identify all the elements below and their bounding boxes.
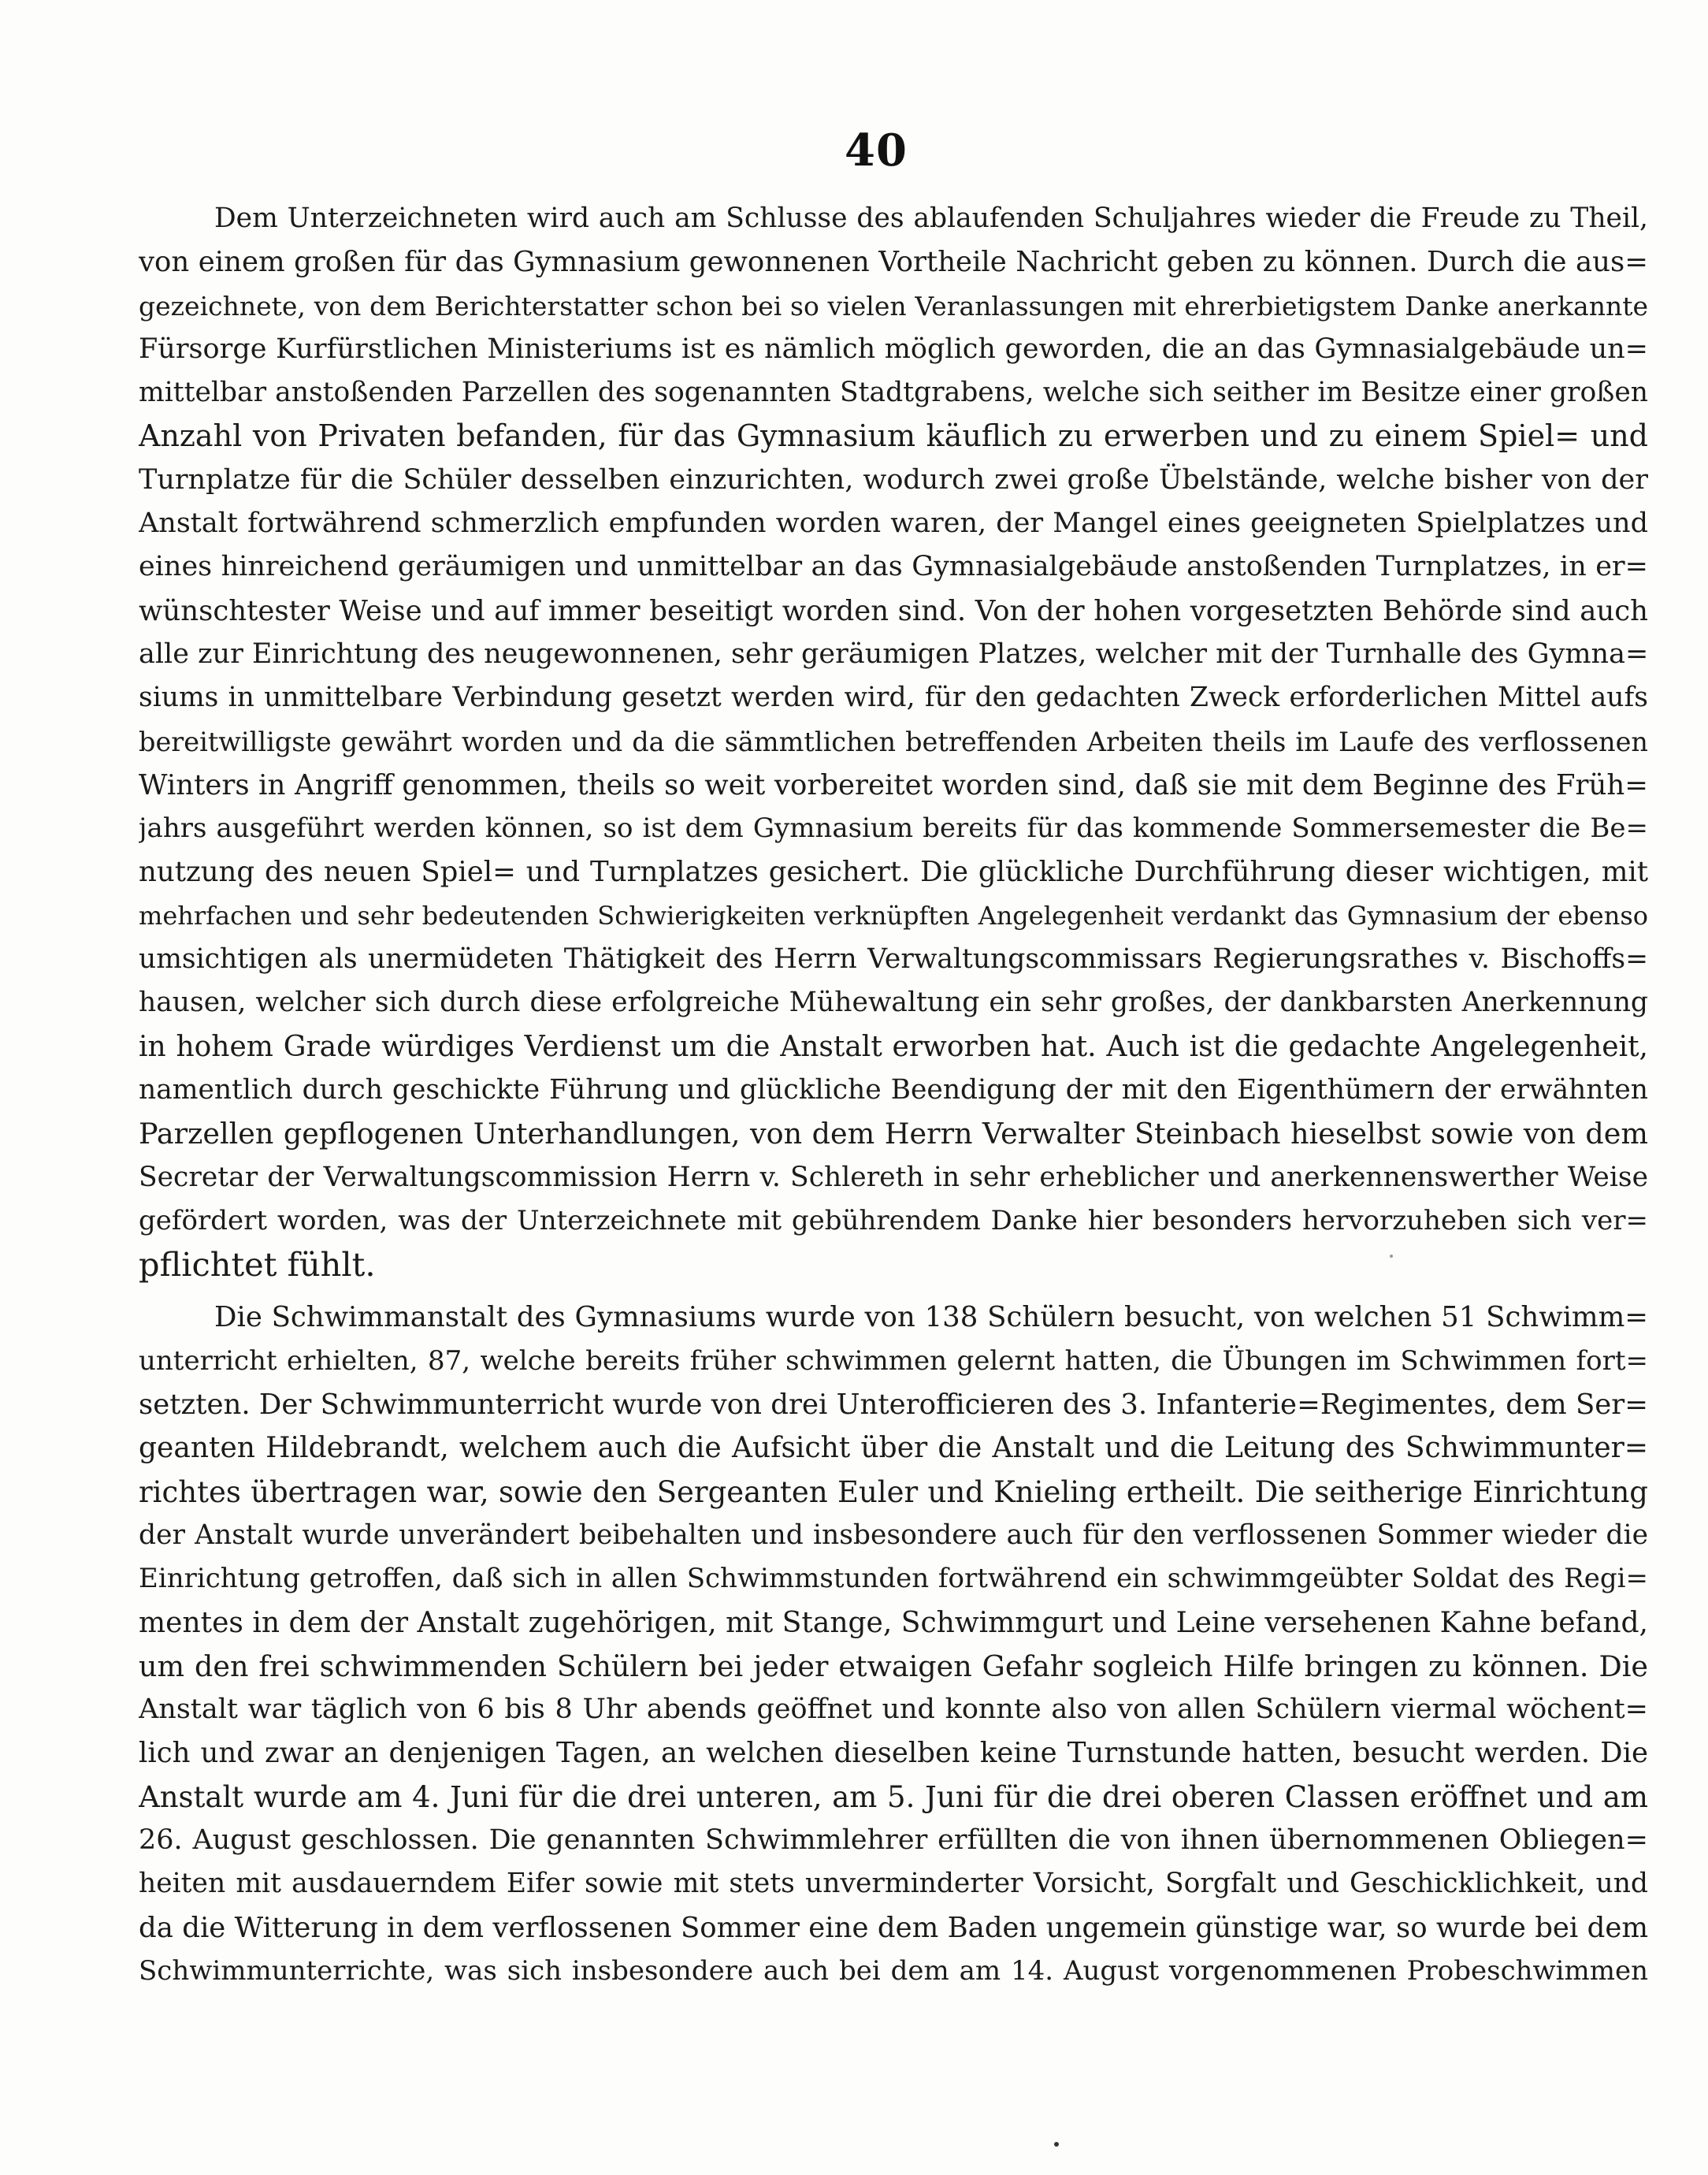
text-line: der Anstalt wurde unverändert beibehalten und insbesondere auch für den verflossenen Sommer wieder die: [139, 1519, 1648, 1551]
text-line: geanten Hildebrandt, welchem auch die Aufsicht über die Anstalt und die Leitung des Schwimmunter=: [139, 1432, 1648, 1465]
text-line: nutzung des neuen Spiel= und Turnplatzes gesichert. Die glückliche Durchführung dieser wichtigen, mit: [139, 856, 1648, 889]
text-line: Anstalt war täglich von 6 bis 8 Uhr abends geöffnet und konnte also von allen Schülern viermal wöchent=: [139, 1694, 1648, 1726]
text-line: Dem Unterzeichneten wird auch am Schlusse des ablaufenden Schuljahres wieder die Freude zu Theil,: [214, 203, 1648, 234]
text-line: siums in unmittelbare Verbindung gesetzt werden wird, für den gedachten Zweck erforderlichen Mittel aufs: [139, 682, 1648, 714]
text-line: Parzellen gepflogenen Unterhandlungen, von dem Herrn Verwalter Steinbach hieselbst sowie von dem: [139, 1117, 1648, 1151]
text-line: Schwimmunterrichte, was sich insbesondere auch bei dem am 14. August vorgenommenen Probeschwimmen: [139, 1954, 1648, 1987]
paragraph-sports-ground: [139, 197, 1648, 1286]
paragraph-swimming-school: [139, 1296, 1648, 1993]
text-line: lich und zwar an denjenigen Tagen, an welchen dieselben keine Turnstunde hatten, besucht werden. Die: [139, 1737, 1648, 1770]
text-line: mehrfachen und sehr bedeutenden Schwierigkeiten verknüpften Angelegenheit verdankt das Gymnasium der ebenso: [139, 900, 1648, 931]
text-line: umsichtigen als unermüdeten Thätigkeit des Herrn Verwaltungscommissars Regierungsrathes v. Bischoffs=: [139, 943, 1648, 976]
text-line: Winters in Angriff genommen, theils so weit vorbereitet worden sind, daß sie mit dem Beginne des Früh=: [139, 768, 1648, 801]
text-line: setzten. Der Schwimmunterricht wurde von drei Unterofficieren des 3. Infanterie=Regimentes, dem Ser=: [139, 1389, 1648, 1422]
page-number: 40: [845, 125, 908, 177]
text-line: unterricht erhielten, 87, welche bereits früher schwimmen gelernt hatten, die Übungen im Schwimmen fort=: [139, 1344, 1648, 1377]
text-line: Turnplatze für die Schüler desselben einzurichten, wodurch zwei große Übelstände, welche bisher von der: [139, 463, 1648, 496]
text-line: gefördert worden, was der Unterzeichnete mit gebührendem Danke hier besonders hervorzuheben sich ver=: [139, 1204, 1648, 1236]
text-line: Die Schwimmanstalt des Gymnasiums wurde von 138 Schülern besucht, von welchen 51 Schwimm=: [214, 1301, 1648, 1334]
text-line: alle zur Einrichtung des neugewonnenen, sehr geräumigen Platzes, welcher mit der Turnhalle des Gymna=: [139, 638, 1648, 670]
text-line: Einrichtung getroffen, daß sich in allen Schwimmstunden fortwährend ein schwimmgeübter Soldat des Regi=: [139, 1563, 1648, 1595]
text-line: jahrs ausgeführt werden können, so ist dem Gymnasium bereits für das kommende Sommersemester die Be=: [139, 812, 1648, 845]
text-line: mittelbar anstoßenden Parzellen des sogenannten Stadtgrabens, welche sich seither im Besitze einer großen: [139, 377, 1648, 409]
text-line: da die Witterung in dem verflossenen Sommer eine dem Baden ungemein günstige war, so wurde bei dem: [139, 1911, 1648, 1944]
body-text: [139, 197, 1648, 1993]
text-line: bereitwilligste gewährt worden und da die sämmtlichen betreffenden Arbeiten theils im Laufe des verflossenen: [139, 726, 1648, 757]
text-line: um den frei schwimmenden Schülern bei jeder etwaigen Gefahr sogleich Hilfe bringen zu können. Die: [139, 1649, 1648, 1683]
text-line: Anstalt fortwährend schmerzlich empfunden worden waren, der Mangel eines geeigneten Spielplatzes und: [139, 507, 1648, 540]
text-line: in hohem Grade würdiges Verdienst um die Anstalt erworben hat. Auch ist die gedachte Angelegenheit,: [139, 1030, 1648, 1063]
text-line: eines hinreichend geräumigen und unmittelbar an das Gymnasialgebäude anstoßenden Turnplatzes, in er=: [139, 551, 1648, 583]
scan-speck: [1390, 1255, 1393, 1258]
text-line: mentes in dem der Anstalt zugehörigen, mit Stange, Schwimmgurt und Leine versehenen Kahne befand,: [139, 1606, 1648, 1639]
text-line: Secretar der Verwaltungscommission Herrn v. Schlereth in sehr erheblicher und anerkennenswerther Weise: [139, 1161, 1648, 1193]
text-line: richtes übertragen war, sowie den Sergeanten Euler und Knieling ertheilt. Die seitherige Einrichtung: [139, 1474, 1648, 1509]
paragraph-gap: [139, 1286, 1648, 1296]
text-line: von einem großen für das Gymnasium gewonnenen Vortheile Nachricht geben zu können. Durch die aus=: [139, 246, 1648, 279]
text-line: heiten mit ausdauerndem Eifer sowie mit stets unverminderter Vorsicht, Sorgfalt und Geschicklichkeit, und: [139, 1868, 1648, 1900]
text-line: namentlich durch geschickte Führung und glückliche Beendigung der mit den Eigenthümern der erwähnten: [139, 1073, 1648, 1106]
text-line: Anzahl von Privaten befanden, für das Gymnasium käuflich zu erwerben und zu einem Spiel= und: [139, 418, 1648, 454]
text-line: pflichtet fühlt.: [139, 1245, 376, 1285]
text-line: hausen, welcher sich durch diese erfolgreiche Mühewaltung ein sehr großes, der dankbarsten Anerkennung: [139, 987, 1648, 1019]
text-line: Fürsorge Kurfürstlichen Ministeriums ist es nämlich möglich geworden, die an das Gymnasialgebäude un=: [139, 333, 1648, 365]
text-line: wünschtester Weise und auf immer beseitigt worden sind. Von der hohen vorgesetzten Behörde sind auch: [139, 594, 1648, 627]
text-line: Anstalt wurde am 4. Juni für die drei unteren, am 5. Juni für die drei oberen Classen eröffnet und am: [139, 1779, 1648, 1814]
scan-speck: [1054, 2142, 1059, 2147]
text-line: gezeichnete, von dem Berichterstatter schon bei so vielen Veranlassungen mit ehrerbietigstem Danke anerkannte: [139, 290, 1648, 322]
text-line: 26. August geschlossen. Die genannten Schwimmlehrer erfüllten die von ihnen übernommenen Obliegen=: [139, 1824, 1648, 1856]
